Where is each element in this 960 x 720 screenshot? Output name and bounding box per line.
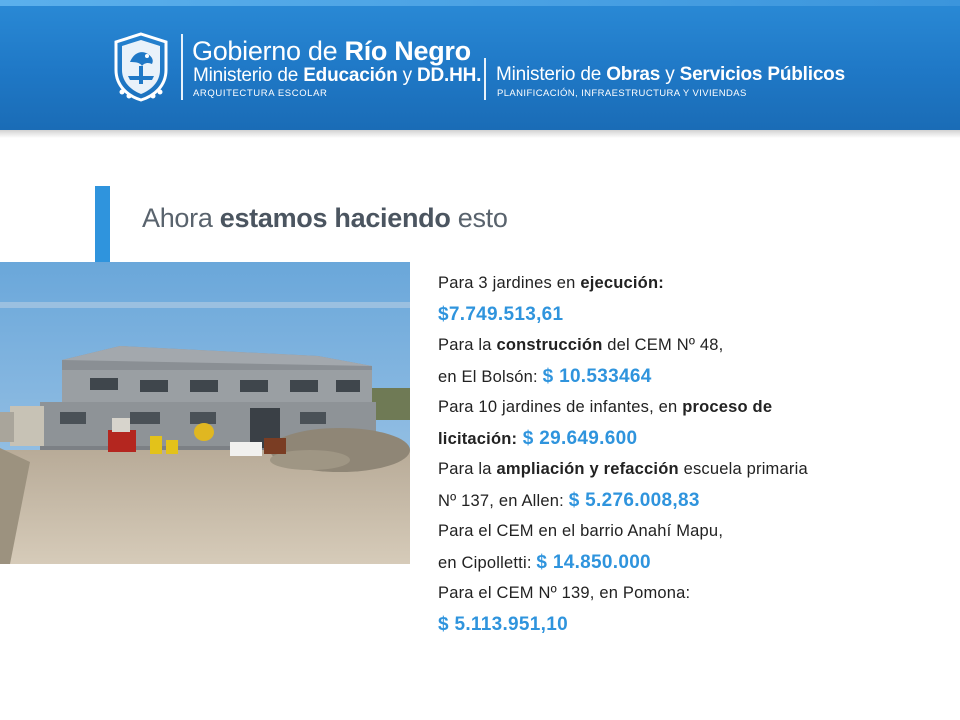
amount-cem-139: $ 5.113.951,10 (438, 614, 568, 635)
ministry-public-works: Ministerio de Obras y Servicios Públicos (496, 64, 845, 85)
construction-photo-illustration (0, 262, 410, 564)
government-title: Gobierno de Río Negro (192, 36, 471, 66)
rio-negro-shield-logo (112, 32, 170, 102)
item-escuela-137-amount: Nº 137, en Allen: $ 5.276.008,83 (438, 490, 700, 511)
header-divider-right (484, 58, 486, 100)
item-cem-anahi-mapu: Para el CEM en el barrio Anahí Mapu, (438, 522, 724, 540)
item-cem-anahi-mapu-amount: en Cipolletti: $ 14.850.000 (438, 552, 651, 573)
item-10-jardines: Para 10 jardines de infantes, en proceso de (438, 398, 773, 416)
item-cem-48: Para la construcción del CEM Nº 48, (438, 336, 724, 354)
amount-jardines-ejecucion: $7.749.513,61 (438, 304, 564, 325)
ministry-education: Ministerio de Educación y DD.HH. (193, 65, 482, 86)
slide-title: Ahora estamos haciendo esto (142, 203, 508, 233)
header-shadow (0, 130, 960, 138)
item-cem-48-location: en El Bolsón: $ 10.533464 (438, 366, 652, 387)
funding-list (438, 268, 918, 640)
ministry-education-subtitle: ARQUITECTURA ESCOLAR (193, 88, 328, 99)
ministry-public-works-subtitle: PLANIFICACIÓN, INFRAESTRUCTURA Y VIVIENDAS (497, 88, 747, 99)
header-band (0, 0, 960, 130)
header-top-strip (0, 0, 960, 6)
item-cem-139: Para el CEM Nº 139, en Pomona: (438, 584, 691, 602)
item-10-jardines-amount: licitación: $ 29.649.600 (438, 428, 638, 449)
item-jardines-ejecucion: Para 3 jardines en ejecución: (438, 274, 664, 292)
header-divider-left (181, 34, 183, 100)
construction-photo (0, 262, 410, 564)
item-escuela-137: Para la ampliación y refacción escuela primaria (438, 460, 808, 478)
